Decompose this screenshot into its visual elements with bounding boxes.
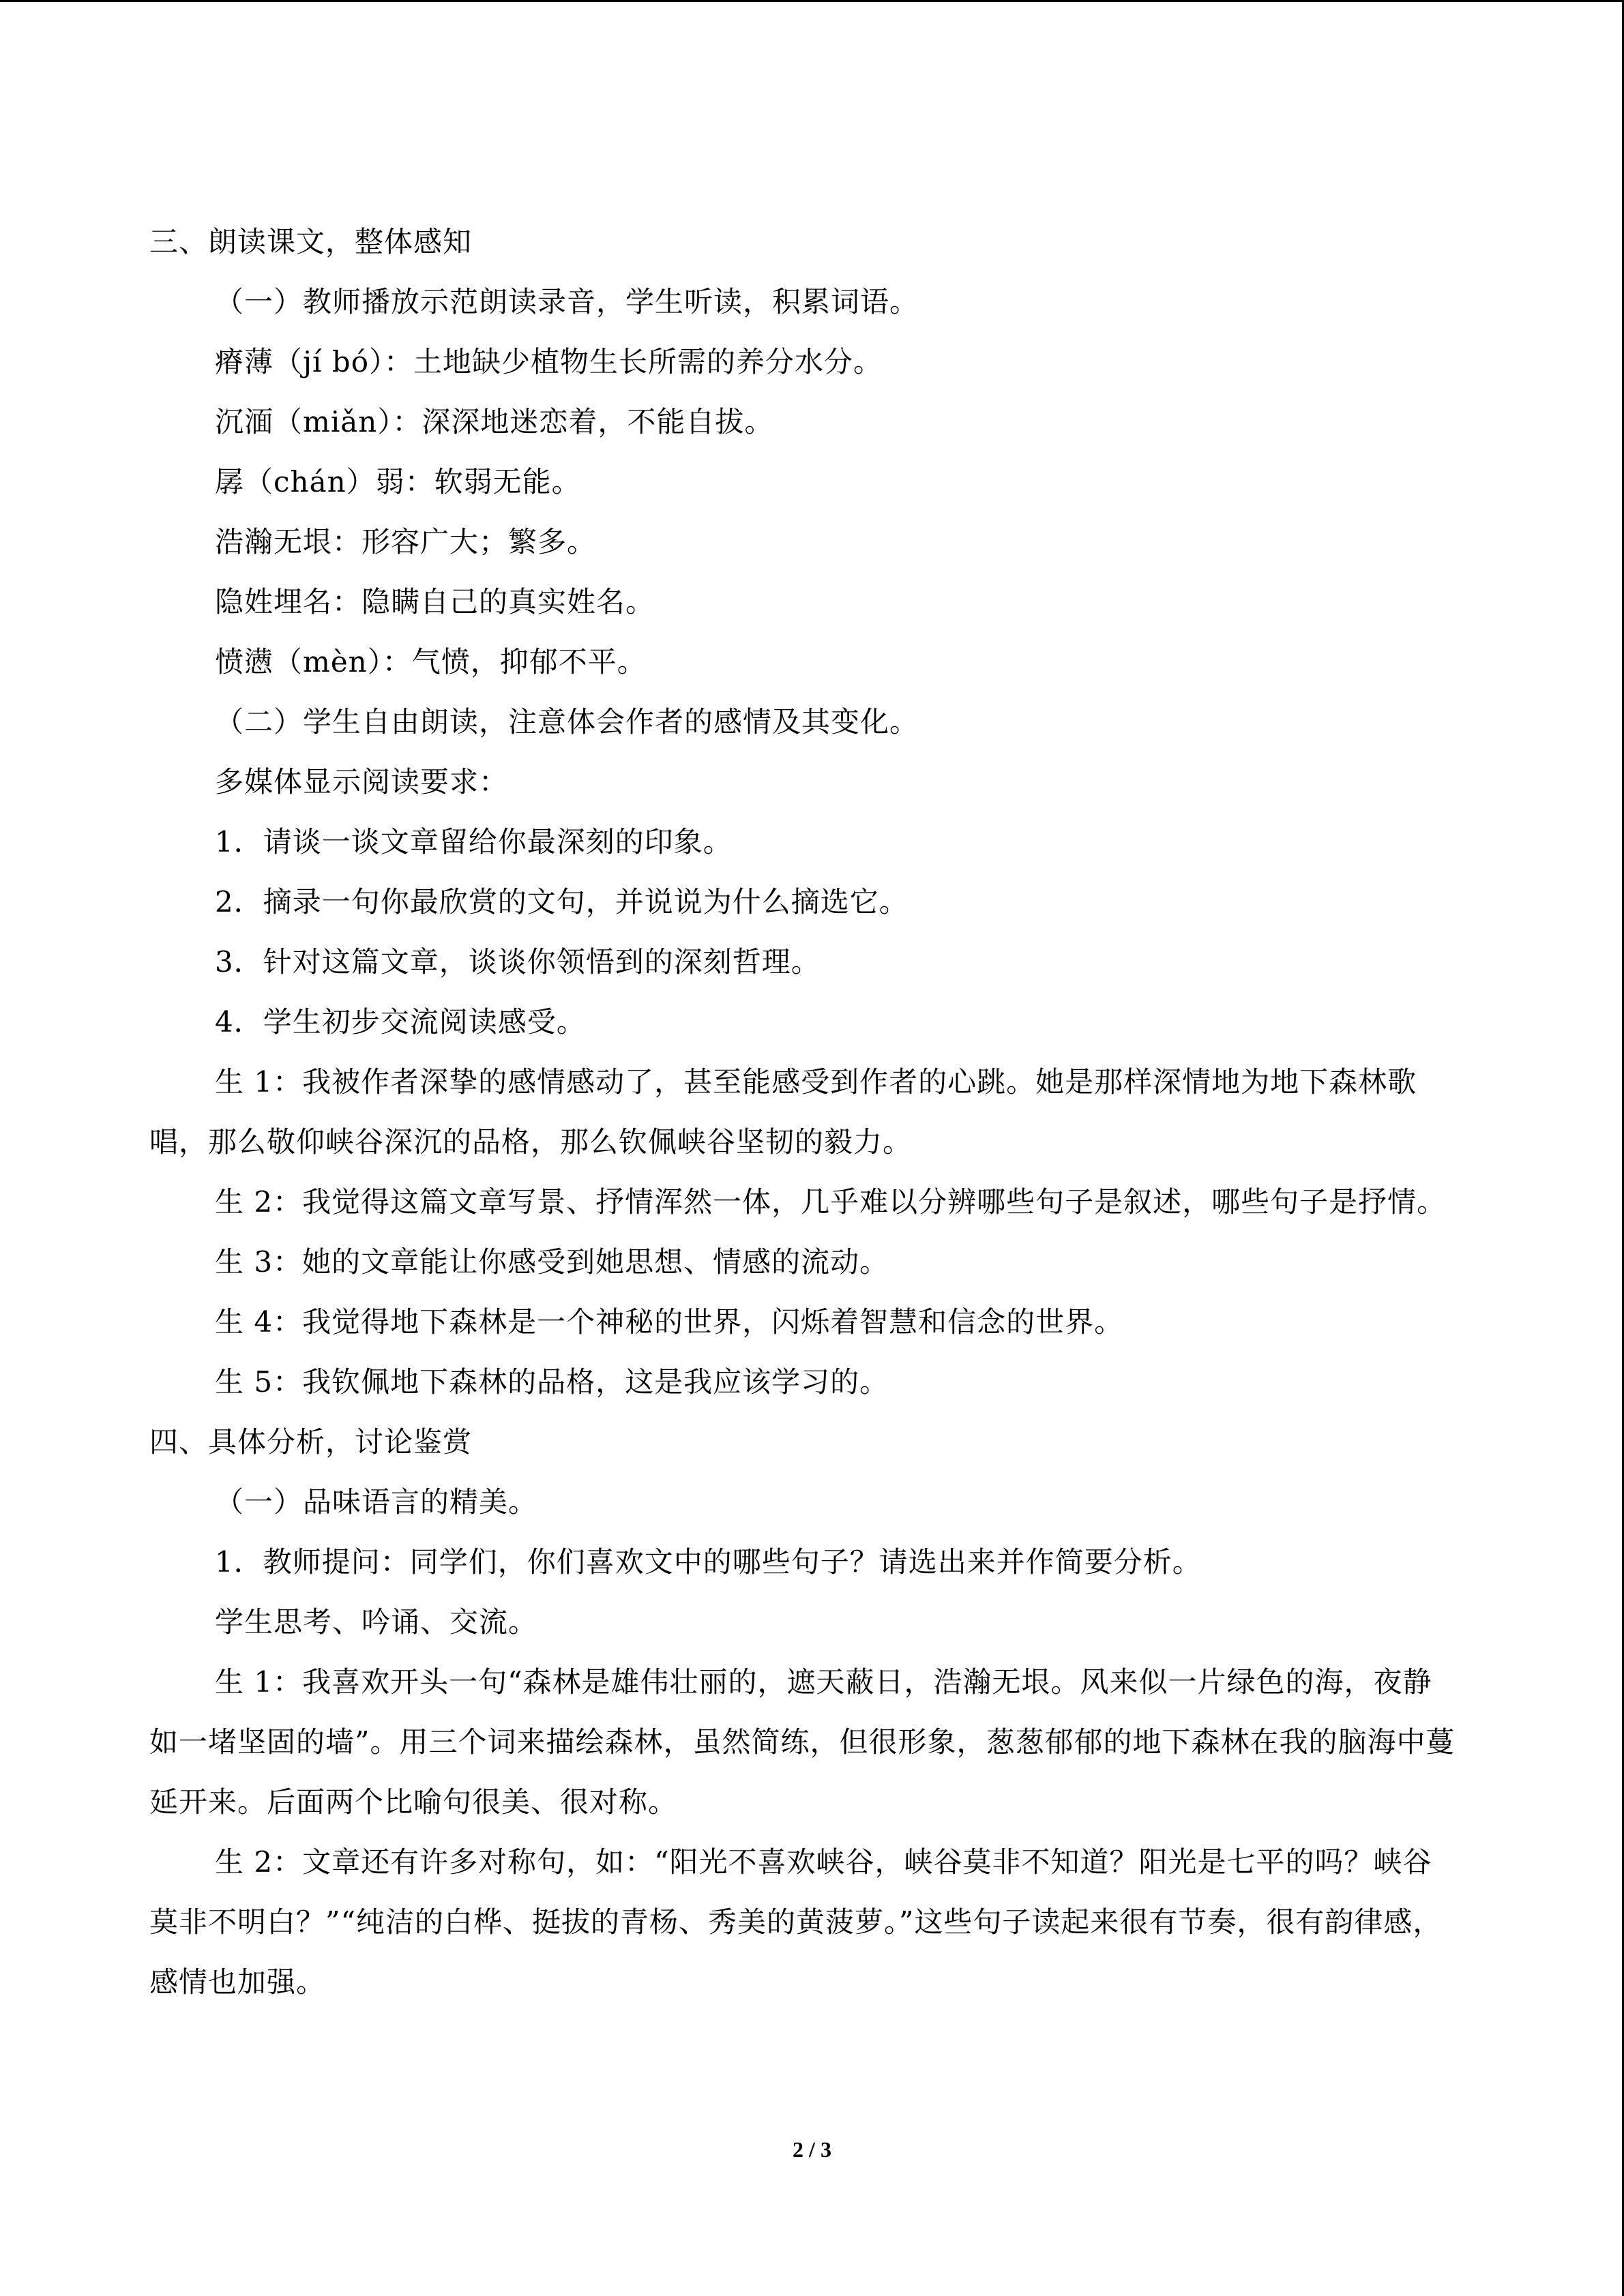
numbered-item: 1．教师提问：同学们，你们喜欢文中的哪些句子？请选出来并作简要分析。 (215, 1545, 1202, 1579)
vocab-item: 孱（chán）弱：软弱无能。 (215, 465, 581, 498)
vocab-item: 瘠薄（jí bó）：土地缺少植物生长所需的养分水分。 (215, 345, 883, 378)
document-body (149, 212, 1456, 2012)
numbered-item: 1．请谈一谈文章留给你最深刻的印象。 (215, 825, 733, 859)
vocab-item: 隐姓埋名：隐瞒自己的真实姓名。 (215, 585, 655, 618)
paragraph: 学生思考、吟诵、交流。 (215, 1605, 538, 1639)
paragraph: （一）教师播放示范朗读录音，学生听读，积累词语。 (215, 285, 919, 318)
student-response: 生 1：我喜欢开头一句“森林是雄伟壮丽的，遮天蔽日，浩瀚无垠。风来似一片绿色的海，夜静如一堵坚固的墙”。用三个词来描绘森林，虽然简练，但很形象，葱葱郁郁的地下森林在我的脑海中蔓延开来。后面两个比喻句很美、很对称。 (149, 1665, 1456, 1819)
student-response: 生 5：我钦佩地下森林的品格，这是我应该学习的。 (215, 1365, 889, 1399)
vocab-item: 浩瀚无垠：形容广大；繁多。 (215, 525, 597, 558)
vocab-item: 沉湎（miǎn）：深深地迷恋着，不能自拔。 (215, 405, 774, 438)
student-response: 生 2：文章还有许多对称句，如：“阳光不喜欢峡谷，峡谷莫非不知道？阳光是七平的吗？峡谷莫非不明白？”“纯洁的白桦、挺拔的青杨、秀美的黄菠萝。”这些句子读起来很有节奏，很有韵律感，感情也加强。 (149, 1845, 1443, 1999)
paragraph: （二）学生自由朗读，注意体会作者的感情及其变化。 (215, 705, 919, 739)
page-number: 2 / 3 (793, 2137, 831, 2162)
numbered-item: 2．摘录一句你最欣赏的文句，并说说为什么摘选它。 (215, 885, 909, 919)
vocab-item: 愤懑（mèn）：气愤，抑郁不平。 (215, 645, 647, 679)
numbered-item: 4．学生初步交流阅读感受。 (215, 1005, 586, 1039)
section-heading-3: 三、朗读课文，整体感知 (149, 225, 473, 258)
student-response: 生 1：我被作者深挚的感情感动了，甚至能感受到作者的心跳。她是那样深情地为地下森林歌唱，那么敬仰峡谷深沉的品格，那么钦佩峡谷坚韧的毅力。 (149, 1065, 1417, 1159)
student-response: 生 4：我觉得地下森林是一个神秘的世界，闪烁着智慧和信念的世界。 (215, 1305, 1124, 1339)
page-top-border (0, 0, 1624, 2)
student-response: 生 3：她的文章能让你感受到她思想、情感的流动。 (215, 1245, 889, 1279)
section-heading-4: 四、具体分析，讨论鉴赏 (149, 1425, 473, 1459)
paragraph: （一）品味语言的精美。 (215, 1485, 538, 1519)
student-response: 生 2：我觉得这篇文章写景、抒情浑然一体，几乎难以分辨哪些句子是叙述，哪些句子是抒情。 (215, 1185, 1447, 1219)
numbered-item: 3．针对这篇文章，谈谈你领悟到的深刻哲理。 (215, 945, 821, 979)
paragraph: 多媒体显示阅读要求： (215, 765, 509, 799)
